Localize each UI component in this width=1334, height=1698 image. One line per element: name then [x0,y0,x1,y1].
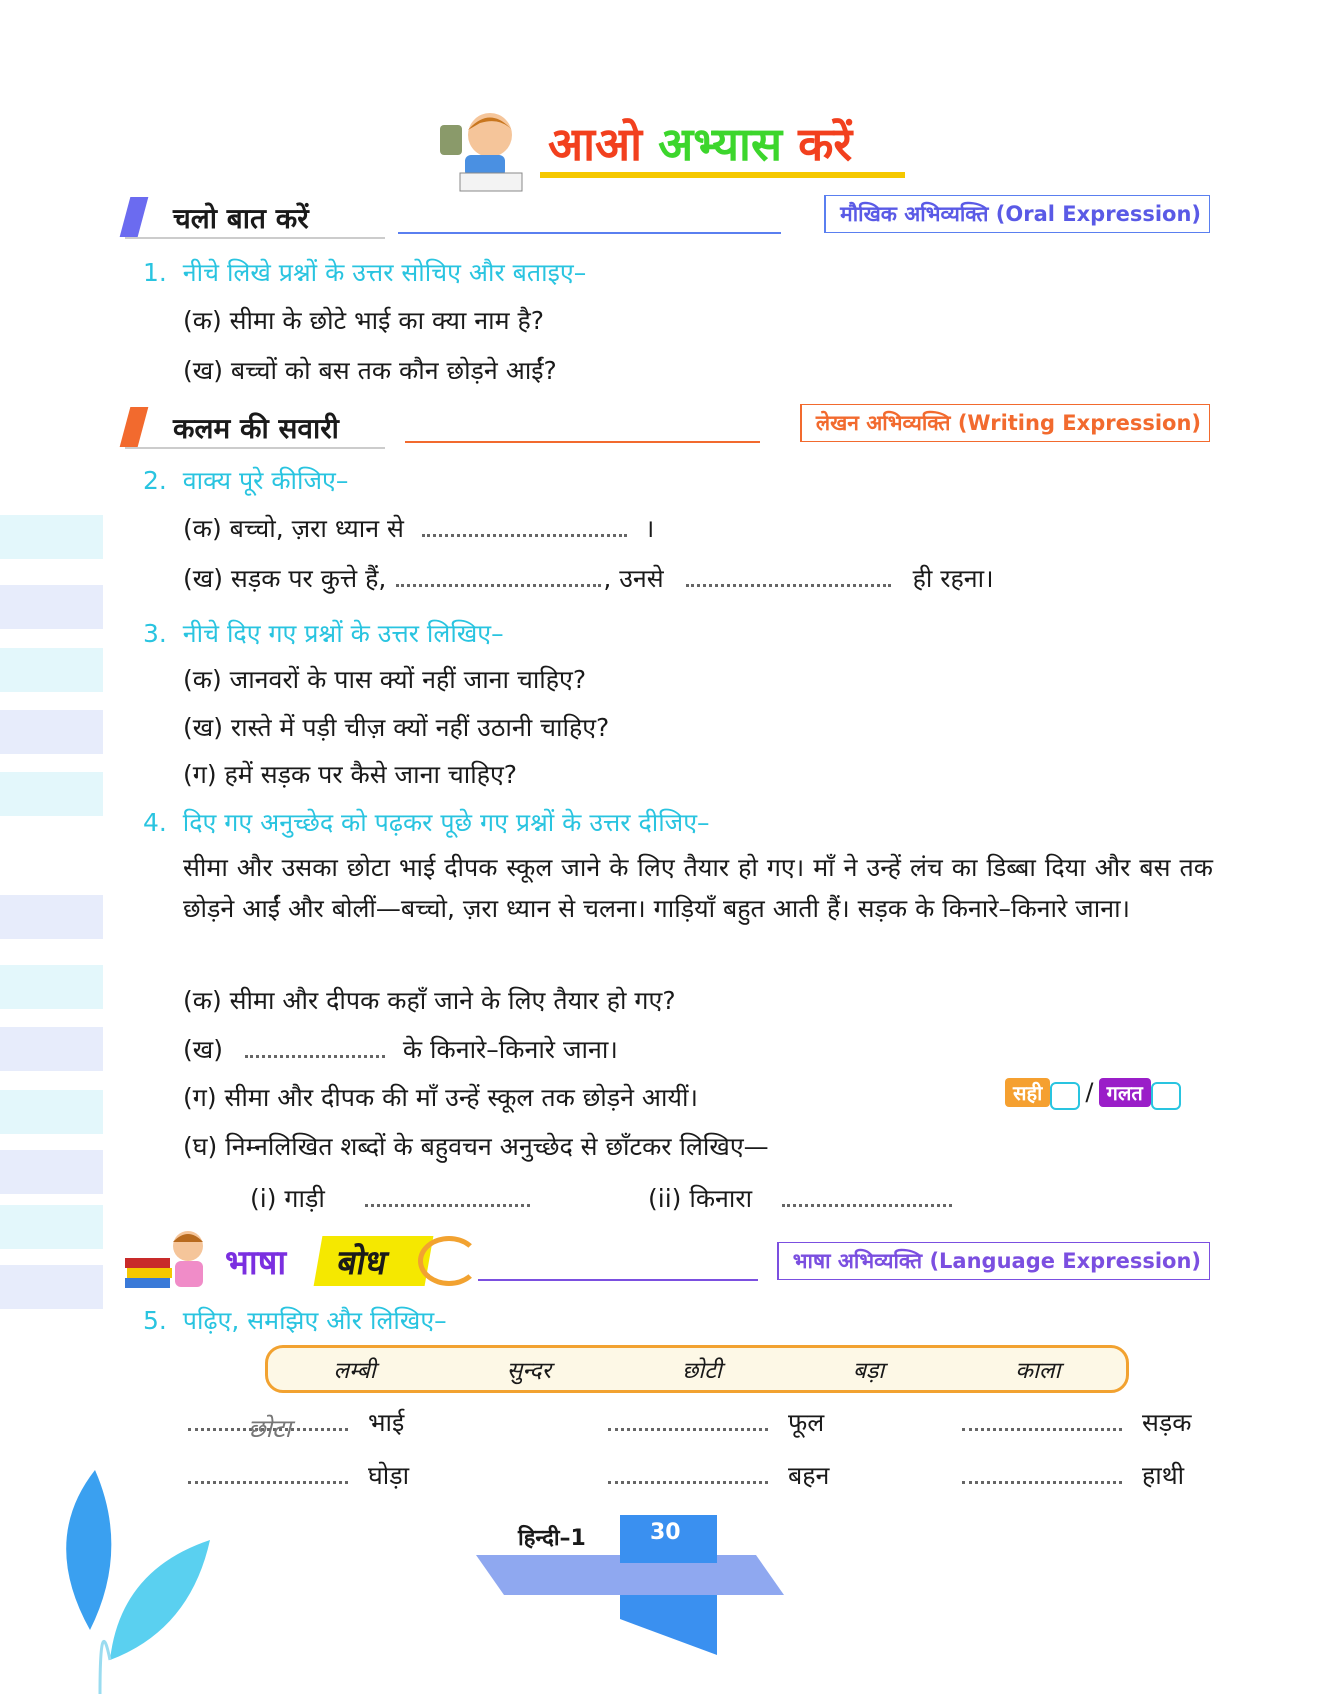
question-item: (ख) बच्चों को बस तक कौन छोड़ने आईं? [183,356,557,385]
page-title [548,112,852,174]
margin-stripe [0,1150,103,1194]
answer-blank[interactable] [686,573,891,587]
match-row: सड़क [962,1405,1191,1439]
question-item: (घ) निम्नलिखित शब्दों के बहुवचन अनुच्छेद से छाँटकर लिखिए— [183,1132,769,1161]
margin-stripe [0,585,103,629]
question-item: (ख) के किनारे–किनारे जाना। [183,1035,618,1064]
question-item: (ग) हमें सड़क पर कैसे जाना चाहिए? [183,760,518,789]
margin-stripe [0,1090,103,1134]
question-item: (क) सीमा और दीपक कहाँ जाने के लिए तैयार हो गए? [183,986,676,1015]
match-row: बहन [608,1458,829,1492]
question-3: 3. नीचे दिए गए प्रश्नों के उत्तर लिखिए– [143,619,504,648]
margin-stripe [0,1027,103,1071]
false-label: गलत [1099,1078,1151,1107]
answer-blank[interactable] [608,1417,768,1431]
margin-stripe [0,515,103,559]
word-bank [265,1345,1129,1393]
margin-stripe [0,772,103,816]
question-item: (क) जानवरों के पास क्यों नहीं जाना चाहिए? [183,665,587,694]
separator: / [1085,1078,1094,1106]
false-checkbox[interactable] [1151,1082,1181,1110]
section-heading-writing: कलम की सवारी [125,407,385,449]
answer-blank[interactable] [422,523,627,537]
margin-stripe [0,965,103,1009]
title-part: आओ [548,117,643,171]
section-heading-oral: चलो बात करें [125,197,385,239]
margin-stripe [0,895,103,939]
example-answer: छोटा [248,1414,292,1443]
question-1: 1. नीचे लिखे प्रश्नों के उत्तर सोचिए और बताइए– [143,258,587,287]
title-underline [540,172,905,178]
writing-expression-tag: लेखन अभिव्यक्ति (Writing Expression) [800,404,1210,442]
match-row: छोटा भाई [188,1405,404,1439]
answer-blank[interactable] [962,1417,1122,1431]
footer-ribbon [620,1595,717,1655]
true-label: सही [1005,1078,1050,1107]
book-title: हिन्दी–1 [518,1526,586,1551]
oral-expression-tag: मौखिक अभिव्यक्ति (Oral Expression) [824,195,1210,233]
answer-blank[interactable] [782,1193,952,1207]
margin-stripe [0,648,103,692]
leaf-decoration [0,1460,220,1694]
match-row: घोड़ा [188,1458,409,1492]
true-checkbox[interactable] [1050,1082,1080,1110]
language-expression-tag: भाषा अभिव्यक्ति (Language Expression) [777,1242,1210,1280]
question-4: 4. दिए गए अनुच्छेद को पढ़कर पूछे गए प्रश्नों के उत्तर दीजिए– [143,808,710,837]
match-row: फूल [608,1405,824,1439]
margin-stripe [0,1205,103,1249]
word-option: लम्बी [333,1358,376,1384]
answer-blank[interactable] [962,1470,1122,1484]
title-part: करें [798,117,853,171]
answer-blank[interactable] [608,1470,768,1484]
margin-stripe [0,1265,103,1309]
answer-blank[interactable] [396,573,601,587]
page-number: 30 [650,1520,681,1545]
match-row: हाथी [962,1458,1184,1492]
word-option: काला [1015,1358,1061,1384]
question-item: (क) सीमा के छोटे भाई का क्या नाम है? [183,306,545,335]
section-heading-language-2: बोध [314,1236,434,1286]
word-option: बड़ा [852,1358,885,1384]
fill-blank-a: (क) बच्चो, ज़रा ध्यान से । [183,514,655,543]
word-option: छोटी [682,1358,722,1384]
answer-blank[interactable] [365,1193,530,1207]
plural-item: (ii) किनारा [648,1181,952,1215]
question-item: (ख) रास्ते में पड़ी चीज़ क्यों नहीं उठानी चाहिए? [183,713,610,742]
arrow-line [405,441,760,443]
question-5: 5. पढ़िए, समझिए और लिखिए– [143,1306,447,1335]
swirl-decoration [418,1236,480,1286]
answer-blank[interactable] [245,1044,385,1058]
title-part: अभ्यास [658,117,783,171]
question-2: 2. वाक्य पूरे कीजिए– [143,466,349,495]
plural-item: (i) गाड़ी [250,1181,530,1215]
margin-stripe [0,710,103,754]
boy-writing-illustration [430,105,530,195]
passage-paragraph: सीमा और उसका छोटा भाई दीपक स्कूल जाने के लिए तैयार हो गए। माँ ने उन्हें लंच का डिब्बा दिया और बस तक छोड़ने आईं और बोलीं—बच्चो, ज़रा ध्यान से चलना। गाड़ियाँ बहुत आती हैं। सड़क के किनारे–किनारे जाना। [183,853,1213,923]
true-false-options [1005,1078,1181,1110]
arrow-line [478,1279,758,1281]
section-heading-language-1: भाषा [225,1243,287,1283]
word-option: सुन्दर [506,1358,552,1384]
fill-blank-b: (ख) सड़क पर कुत्ते हैं, , उनसे ही रहना। [183,564,994,593]
girl-reading-illustration [123,1228,223,1293]
question-item: (ग) सीमा और दीपक की माँ उन्हें स्कूल तक छोड़ने आयीं। [183,1083,698,1112]
arrow-line [398,232,781,234]
